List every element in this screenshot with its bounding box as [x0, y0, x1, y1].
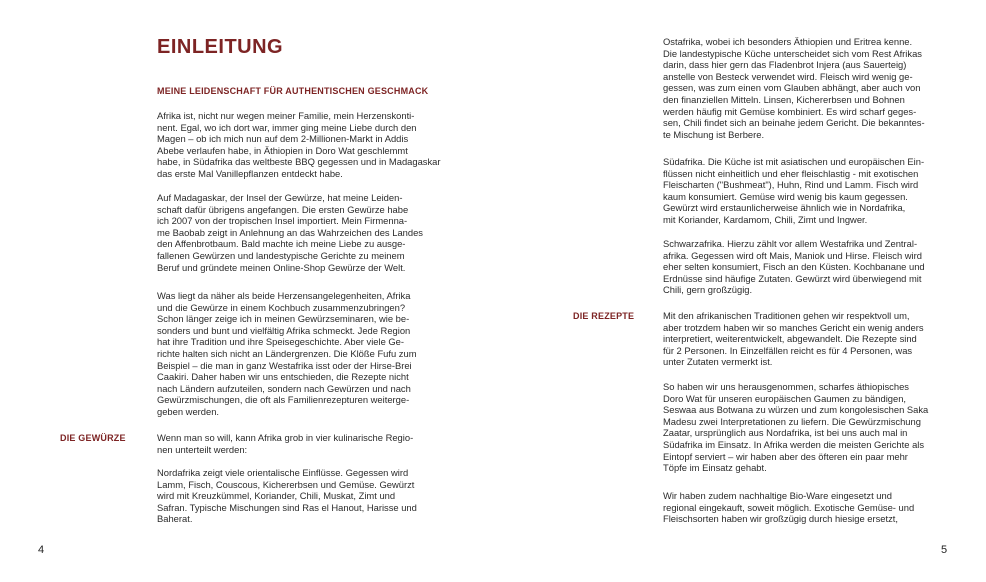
page-number-right: 5 — [941, 544, 948, 556]
paragraph-schwarzafrika: Schwarzafrika. Hierzu zählt vor allem Westafrika und Zentral- afrika. Gegessen wird oft Mais, Maniok und Hirse. Fleisch wird eher selten konsumiert, Fisch an den Küsten. Kochbanane und Erdnüsse sind häufige Zutaten. Gewürzt wird überwiegend mit Chili, gern großzügig. — [663, 238, 925, 296]
side-label-gewuerze: DIE GEWÜRZE — [60, 433, 126, 443]
paragraph-bio-ware: Wir haben zudem nachhaltige Bio-Ware eingesetzt und regional eingekauft, soweit möglich. Exotische Gemüse- und Fleischsorten haben wir großzügig durch hiesige ersetzt, — [663, 490, 915, 525]
paragraph-suedafrika: Südafrika. Die Küche ist mit asiatischen und europäischen Ein- flüssen nicht einheitlich und eher fleischlastig - mit exotischen Fleischarten ("Bushmeat"), Huhn, Rind und Lamm. Fisch wird kaum konsumiert. Gemüse wird wenig bis kaum gegessen. Gewürzt wird erstaunlicherweise ähnlich wie in Nordafrika, mit Koriander, Kardamom, Chili, Zimt und Ingwer. — [663, 156, 925, 225]
right-page — [493, 0, 986, 582]
paragraph-traditionen: Mit den afrikanischen Traditionen gehen wir respektvoll um, aber trotzdem haben wir so manches Gericht ein wenig anders interpretiert, weiterentwickelt, abgewandelt. Die Rezepte sind für 2 Personen. In Einzelfällen reicht es für 4 Personen, was unter Zutaten vermerkt ist. — [663, 310, 924, 368]
paragraph-kochbuch: Was liegt da näher als beide Herzensangelegenheiten, Afrika und die Gewürze in einem Kochbuch zusammenzubringen? Schon länger zeige ich in meinen Gewürzseminaren, wie be- sonders und bunt und vielfältig Afrika schmeckt. Jede Region hat ihre Tradition und ihre Speisegeschichte. Aber viele Ge- richte halten sich nicht an Ländergrenzen. Die Klöße Fufu zum Beispiel – die man in ganz Westafrika isst oder der Hirse-Brei Caakiri. Daher haben wir uns entschieden, die Rezepte nicht nach Ländern aufzuteilen, sondern nach Gewürzen und nach Gewürzmischungen, die oft als Familienrezepturen weiterge- geben werden. — [157, 290, 417, 417]
page-number-left: 4 — [38, 544, 45, 556]
side-label-rezepte: DIE REZEPTE — [573, 311, 635, 321]
paragraph-regionen: Wenn man so will, kann Afrika grob in vier kulinarische Regio- nen unterteilt werden: — [157, 432, 414, 455]
paragraph-nordafrika: Nordafrika zeigt viele orientalische Einflüsse. Gegessen wird Lamm, Fisch, Couscous, Kichererbsen und Gemüse. Gewürzt wird mit Kreuzkümmel, Koriander, Chili, Muskat, Zimt und Safran. Typische Mischungen sind Ras el Hanout, Harisse und Baherat. — [157, 467, 417, 525]
paragraph-interpretationen: So haben wir uns herausgenommen, scharfes äthiopisches Doro Wat für unseren europäischen Gaumen zu bändigen, Seswaa aus Botwana zu würzen und zum kongolesischen Saka Madesu zwei Interpretationen zu liefern. Die Gewürzmischung Zaatar, ursprünglich aus Nordafrika, ist bei uns auch mal in Südafrika im Einsatz. In Afrika werden die meisten Gerichte als Eintopf serviert – wir haben aber des öfteren ein paar mehr Töpfe im Einsatz gehabt. — [663, 381, 929, 474]
section-subtitle: MEINE LEIDENSCHAFT FÜR AUTHENTISCHEN GESCHMACK — [157, 86, 429, 96]
paragraph-madagaskar: Auf Madagaskar, der Insel der Gewürze, hat meine Leiden- schaft dafür übrigens angefangen. Die ersten Gewürze habe ich 2007 von der tropischen Insel importiert. Mein Firmenna- me Baobab zeigt in Anlehnung an das Wahrzeichen des Landes den Affenbrotbaum. Bald machte ich meine Liebe zu ausge- fallenen Gewürzen und landestypische Gerichte zu meinem Beruf und gründete meinen Online-Shop Gewürze der Welt. — [157, 192, 423, 273]
paragraph-ostafrika: Ostafrika, wobei ich besonders Äthiopien und Eritrea kenne. Die landestypische Küche unterscheidet sich vom Rest Afrikas darin, dass hier gern das Fladenbrot Injera (aus Sauerteig) anstelle von Besteck verwendet wird. Fleisch wird wenig ge- gessen, was zum einen vom Glauben abhängt, aber auch von den finanziellen Mitteln. Linsen, Kichererbsen und Bohnen werden häufig mit Gemüse kombiniert. Es wird scharf geges- sen, Chili findet sich an beinahe jedem Gericht. Die bekanntes- te Mischung ist Berbere. — [663, 36, 925, 140]
paragraph-intro: Afrika ist, nicht nur wegen meiner Familie, mein Herzenskonti- nent. Egal, wo ich dort war, immer ging meine Liebe durch den Magen – ob ich mich nun auf dem 2-Millionen-Markt in Addis Abebe verlaufen habe, in Äthiopien in Doro Wat geschlemmt habe, in Südafrika das weltbeste BBQ gegessen und in Madagaskar das erste Mal Vanillepflanzen entdeckt habe. — [157, 110, 441, 179]
page-title: EINLEITUNG — [157, 36, 284, 58]
